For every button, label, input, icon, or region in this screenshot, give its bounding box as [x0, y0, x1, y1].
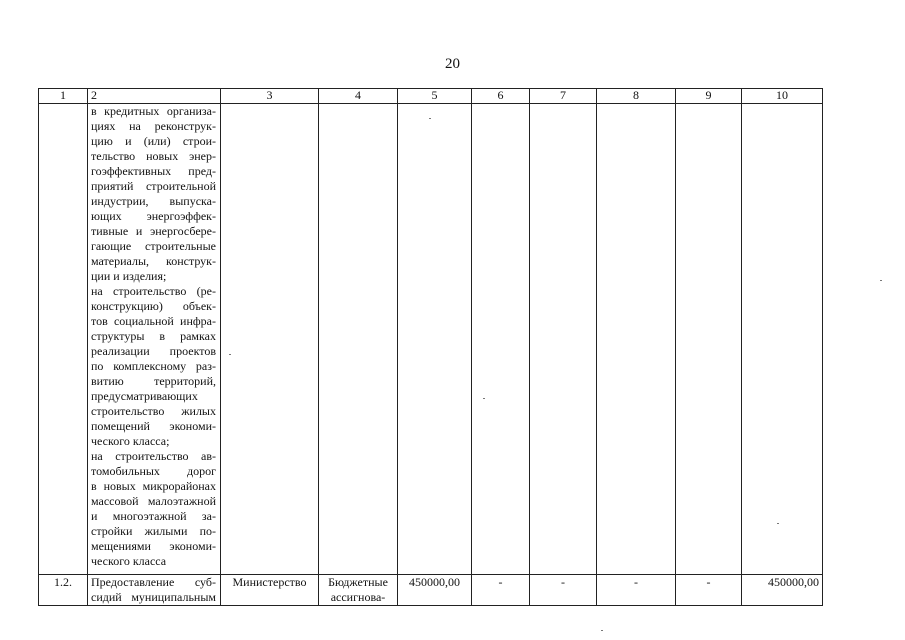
description-line: циях на реконструк-: [91, 119, 216, 133]
table-cell: [398, 104, 472, 575]
description-line: тов социальной инфра-: [91, 314, 216, 328]
source-line: ассигнова-: [330, 590, 386, 604]
scan-speck: [601, 630, 603, 631]
row-funding-source: [319, 575, 398, 606]
description-line: томобильных дорог: [91, 464, 216, 478]
scan-speck: [483, 398, 485, 399]
description-line: в новых микрорайонах: [91, 479, 216, 493]
description-line: в кредитных организа-: [91, 104, 216, 118]
description-line: по комплексному раз-: [91, 359, 216, 373]
description-line: стройки жилыми по-: [91, 524, 216, 538]
description-line: ческого класса: [91, 554, 167, 568]
description-line: предусматривающих: [91, 389, 198, 403]
description-line: на строительство (ре-: [91, 284, 216, 298]
description-line: структуры в рамках: [91, 329, 216, 343]
scan-speck: [777, 523, 779, 524]
description-line: сидий муниципальным: [91, 590, 216, 604]
scan-speck: [880, 280, 882, 281]
table-cell: [319, 104, 398, 575]
budget-table: [38, 88, 823, 606]
row-col10-value: 450000,00: [742, 575, 823, 606]
header-cell: 5: [398, 89, 472, 104]
description-line: и многоэтажной за-: [91, 509, 216, 523]
header-cell: 2: [88, 89, 221, 104]
description-line: Предоставление суб-: [91, 575, 216, 589]
description-line: массовой малоэтажной: [91, 494, 216, 508]
description-line: реализации проектов: [91, 344, 216, 358]
header-cell: 10: [742, 89, 823, 104]
table-cell: [597, 104, 676, 575]
description-line: приятий строительной: [91, 179, 216, 193]
description-line: ющих энергоэффек-: [91, 209, 216, 223]
row-description: [88, 575, 221, 606]
header-cell: 3: [221, 89, 319, 104]
description-line: цию и (или) строи-: [91, 134, 216, 148]
description-line: строительство жилых: [91, 404, 216, 418]
description-line: материалы, конструк-: [91, 254, 216, 268]
row-col8-value: -: [597, 575, 676, 606]
header-cell: 1: [39, 89, 88, 104]
header-cell: 6: [472, 89, 530, 104]
table-header-row: [39, 89, 823, 104]
row-number: 1.2.: [39, 575, 88, 606]
row-executor: Министерство: [221, 575, 319, 606]
scan-speck: [229, 354, 231, 355]
row-col9-value: -: [676, 575, 742, 606]
description-line: помещений экономи-: [91, 419, 216, 433]
page-number: 20: [445, 56, 460, 72]
description-line: на строительство ав-: [91, 449, 216, 463]
description-line: гоэффективных пред-: [91, 164, 216, 178]
continuation-description: [88, 104, 221, 575]
header-cell: 4: [319, 89, 398, 104]
row-col6-value: -: [472, 575, 530, 606]
description-line: тельство новых энер-: [91, 149, 216, 163]
table-cell: [676, 104, 742, 575]
table-cell: [39, 104, 88, 575]
table-cell: [530, 104, 597, 575]
row-col5-value: 450000,00: [398, 575, 472, 606]
description-line: конструкцию) объек-: [91, 299, 216, 313]
description-line: тивные и энергосбере-: [91, 224, 216, 238]
header-cell: 8: [597, 89, 676, 104]
table-cell: [742, 104, 823, 575]
description-line: ческого класса;: [91, 434, 170, 448]
description-line: ции и изделия;: [91, 269, 167, 283]
source-line: Бюджетные: [328, 575, 388, 589]
scan-speck: [429, 118, 431, 119]
table-cell: [472, 104, 530, 575]
table-row-1-2: [39, 575, 823, 606]
description-line: гающие строительные: [91, 239, 216, 253]
description-line: мещениями экономи-: [91, 539, 216, 553]
header-cell: 7: [530, 89, 597, 104]
header-cell: 9: [676, 89, 742, 104]
table-row-continuation: [39, 104, 823, 575]
description-line: витию территорий,: [91, 374, 216, 388]
row-col7-value: -: [530, 575, 597, 606]
table-cell: [221, 104, 319, 575]
description-line: индустрии, выпуска-: [91, 194, 216, 208]
